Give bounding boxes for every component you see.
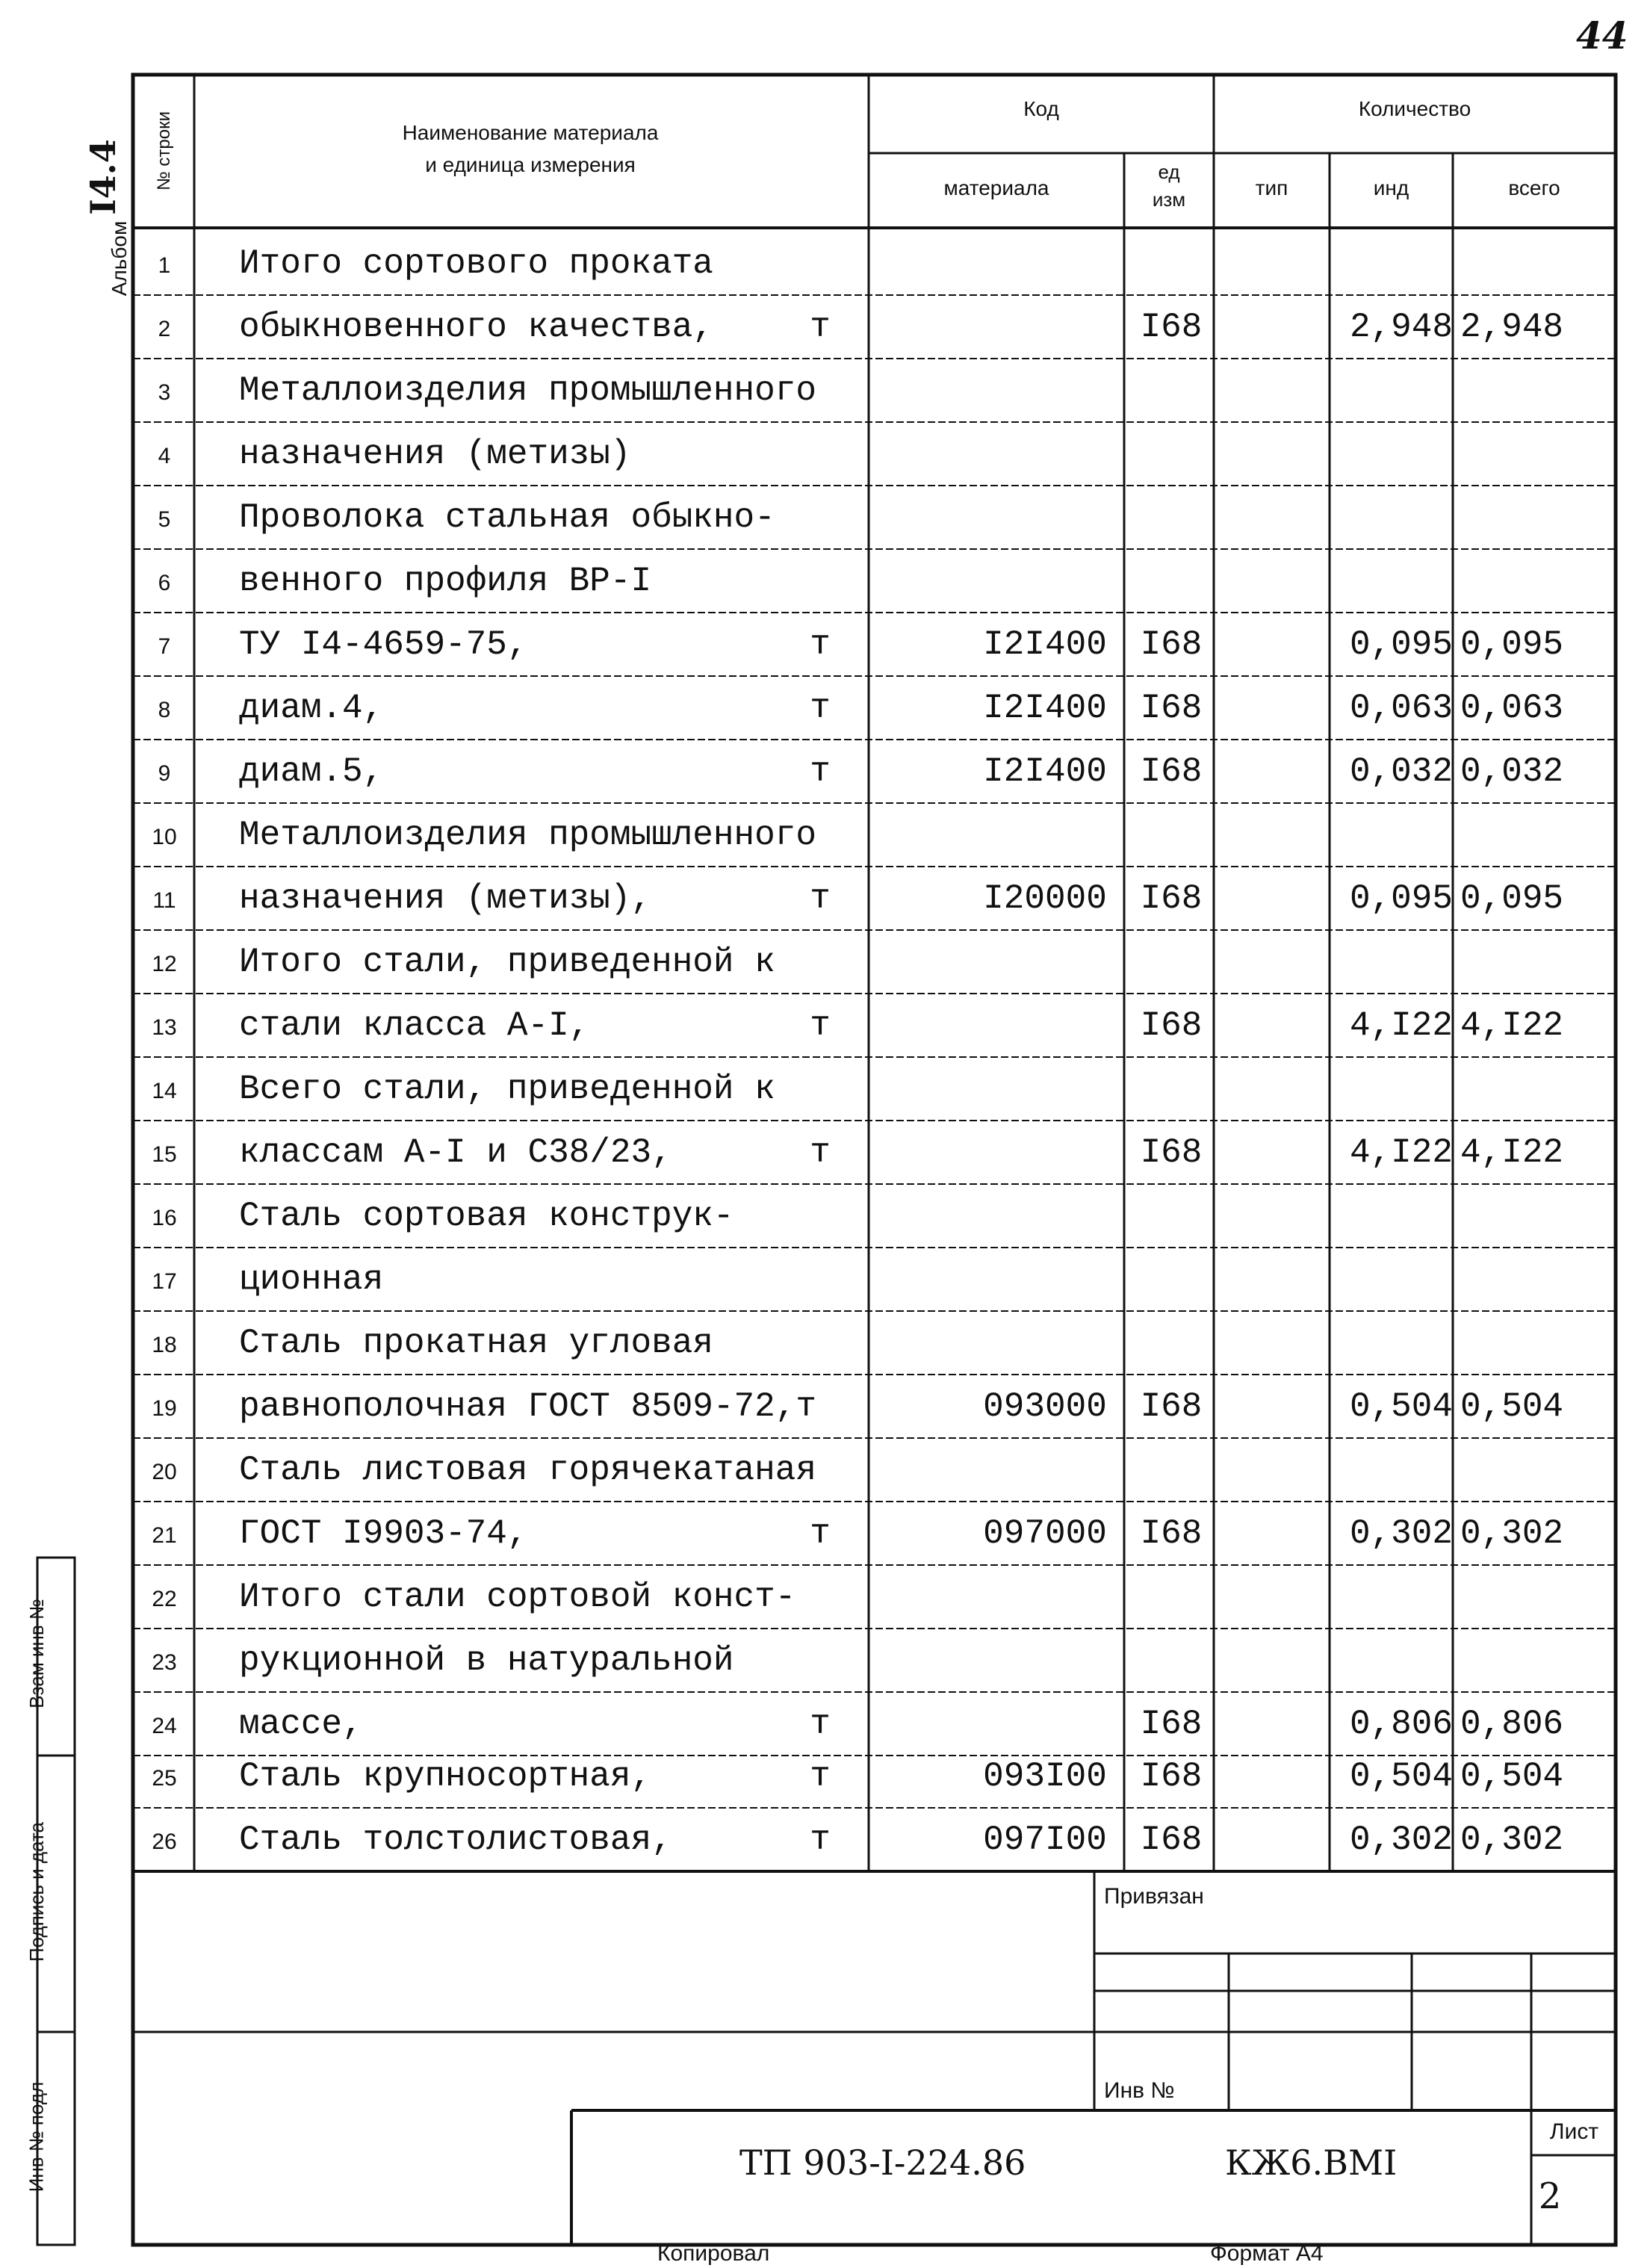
- table-row: [0, 422, 1650, 486]
- format-label: Формат А4: [1210, 2241, 1324, 2266]
- header-tip: тип: [1255, 176, 1288, 199]
- row-qty-ind: 2,948: [1349, 308, 1453, 347]
- row-qty-ind: 0,504: [1349, 1757, 1453, 1796]
- row-number: 12: [152, 952, 177, 976]
- row-name: массе,: [239, 1705, 363, 1744]
- row-number: 5: [158, 507, 171, 532]
- row-unit: т: [810, 752, 831, 791]
- header-vsego: всего: [1508, 176, 1560, 199]
- podpis-data-label: Подпись и дата: [25, 1822, 48, 1962]
- row-number: 20: [152, 1460, 177, 1484]
- list-label: Лист: [1549, 2119, 1599, 2144]
- row-qty-total: 0,302: [1460, 1514, 1564, 1553]
- table-row: [0, 1692, 1650, 1756]
- page-number: 44: [1576, 13, 1628, 58]
- row-number: 3: [158, 380, 171, 405]
- row-unit-code: I68: [1140, 1006, 1203, 1045]
- row-unit-code: I68: [1140, 1757, 1203, 1796]
- row-qty-ind: 0,032: [1349, 752, 1453, 791]
- header-material: материала: [943, 176, 1049, 199]
- row-number: 22: [152, 1587, 177, 1611]
- table-row: [0, 1756, 1650, 1808]
- row-name: назначения (метизы): [239, 435, 631, 474]
- row-unit: т: [810, 879, 831, 918]
- table-row: [0, 1248, 1650, 1311]
- row-name: классам А-I и С38/23,: [239, 1133, 672, 1172]
- row-name: Всего стали, приведенной к: [239, 1070, 775, 1109]
- row-number: 16: [152, 1206, 177, 1230]
- row-qty-total: 0,032: [1460, 752, 1564, 791]
- row-qty-ind: 4,I22: [1349, 1133, 1453, 1172]
- row-number: 23: [152, 1650, 177, 1675]
- table-row: [0, 613, 1650, 676]
- row-name: Итого сортового проката: [239, 244, 713, 283]
- header-ed: ед: [1158, 161, 1180, 183]
- row-name: Сталь крупносортная,: [239, 1757, 652, 1796]
- table-row: [0, 676, 1650, 740]
- row-unit-code: I68: [1140, 752, 1203, 791]
- row-unit-code: I68: [1140, 1133, 1203, 1172]
- table-row: [0, 295, 1650, 359]
- row-unit-code: I68: [1140, 1821, 1203, 1859]
- row-unit: т: [810, 1133, 831, 1172]
- table-row: [0, 1565, 1650, 1629]
- row-name: стали класса А-I,: [239, 1006, 590, 1045]
- table-row: [0, 1502, 1650, 1565]
- row-qty-ind: 0,095: [1349, 625, 1453, 664]
- row-qty-ind: 0,095: [1349, 879, 1453, 918]
- row-qty-total: 0,504: [1460, 1757, 1564, 1796]
- header-name-line2: и единица измерения: [425, 153, 636, 176]
- row-name: венного профиля ВР-I: [239, 562, 652, 601]
- header-name-line1: Наименование материала: [402, 121, 659, 144]
- row-number: 19: [152, 1396, 177, 1421]
- row-qty-ind: 0,302: [1349, 1821, 1453, 1859]
- row-name: диам.4,: [239, 689, 384, 728]
- row-number: 9: [158, 761, 171, 786]
- album-label: Альбом: [108, 220, 131, 297]
- row-name: Сталь сортовая конструк-: [239, 1197, 734, 1236]
- row-name: Проволока стальная обыкно-: [239, 498, 775, 537]
- table-row: [0, 1121, 1650, 1184]
- row-code: 093I00: [983, 1757, 1107, 1796]
- row-qty-total: 4,I22: [1460, 1133, 1564, 1172]
- row-qty-total: 0,095: [1460, 625, 1564, 664]
- table-row: [0, 1629, 1650, 1692]
- inv-podl-label: Инв № подл: [25, 2081, 48, 2193]
- row-qty-ind: 0,806: [1349, 1705, 1453, 1744]
- row-name: Сталь прокатная угловая: [239, 1324, 713, 1363]
- row-qty-ind: 4,I22: [1349, 1006, 1453, 1045]
- row-code: 097000: [983, 1514, 1107, 1553]
- row-code: 097I00: [983, 1821, 1107, 1859]
- row-qty-total: 4,I22: [1460, 1006, 1564, 1045]
- row-unit: т: [810, 1705, 831, 1744]
- table-row: [0, 930, 1650, 994]
- row-code: I2I400: [983, 689, 1107, 728]
- row-code: 093000: [983, 1387, 1107, 1426]
- row-number: 17: [152, 1269, 177, 1294]
- row-name: Сталь листовая горячекатаная: [239, 1451, 816, 1490]
- row-qty-total: 0,504: [1460, 1387, 1564, 1426]
- row-qty-ind: 0,504: [1349, 1387, 1453, 1426]
- row-qty-total: 2,948: [1460, 308, 1564, 347]
- privyazan-label: Привязан: [1104, 1884, 1204, 1909]
- row-qty-total: 0,063: [1460, 689, 1564, 728]
- row-name: Итого стали сортовой конст-: [239, 1578, 796, 1617]
- row-number: 8: [158, 698, 171, 722]
- row-name: Итого стали, приведенной к: [239, 943, 775, 982]
- row-unit-code: I68: [1140, 1514, 1203, 1553]
- table-row: [0, 1184, 1650, 1248]
- row-number: 25: [152, 1766, 177, 1791]
- table-row: [0, 740, 1650, 803]
- row-number: 26: [152, 1829, 177, 1854]
- row-number: 11: [152, 888, 176, 913]
- header-kolichestvo: Количество: [1358, 97, 1471, 120]
- row-unit: т: [810, 1006, 831, 1045]
- row-code: I2I400: [983, 625, 1107, 664]
- table-row: [0, 1438, 1650, 1502]
- row-name: диам.5,: [239, 752, 384, 791]
- row-name: Сталь толстолистовая,: [239, 1821, 672, 1859]
- row-unit: т: [810, 689, 831, 728]
- row-number: 24: [152, 1714, 177, 1738]
- row-number: 13: [152, 1015, 177, 1040]
- row-unit: т: [810, 308, 831, 347]
- vzam-inv-label: Взам инв №: [25, 1599, 48, 1708]
- row-unit-code: I68: [1140, 625, 1203, 664]
- row-name: Металлоизделия промышленного: [239, 816, 816, 855]
- row-number: 15: [152, 1142, 177, 1167]
- kopiroval-label: Копировал: [657, 2241, 770, 2266]
- row-qty-total: 0,806: [1460, 1705, 1564, 1744]
- row-code: I2I400: [983, 752, 1107, 791]
- list-number: 2: [1538, 2175, 1562, 2217]
- row-unit: т: [810, 625, 831, 664]
- table-row: [0, 359, 1650, 422]
- row-number: 2: [158, 317, 171, 341]
- row-unit: т: [810, 1514, 831, 1553]
- row-number: 6: [158, 571, 171, 595]
- row-name: Металлоизделия промышленного: [239, 371, 816, 410]
- row-qty-ind: 0,063: [1349, 689, 1453, 728]
- doc-mark: КЖ6.ВМI: [1225, 2142, 1398, 2183]
- table-row: [0, 994, 1650, 1057]
- inv-no-label: Инв №: [1104, 2078, 1175, 2103]
- row-unit-code: I68: [1140, 308, 1203, 347]
- album-number: I4.4: [83, 139, 123, 215]
- header-kod: Код: [1023, 97, 1059, 120]
- row-name: рукционной в натуральной: [239, 1641, 734, 1680]
- row-number: 21: [152, 1523, 177, 1548]
- row-unit: т: [810, 1821, 831, 1859]
- header-izm: изм: [1152, 188, 1186, 211]
- row-number: 7: [158, 634, 171, 659]
- row-number: 14: [152, 1079, 177, 1103]
- row-number: 10: [152, 825, 177, 849]
- row-qty-total: 0,095: [1460, 879, 1564, 918]
- table-row: [0, 1375, 1650, 1438]
- table-row: [0, 1311, 1650, 1375]
- row-number: 1: [158, 253, 171, 278]
- doc-code: ТП 903-I-224.86: [739, 2142, 1026, 2183]
- table-row: [0, 867, 1650, 930]
- row-number: 18: [152, 1333, 177, 1357]
- row-name: равнополочная ГОСТ 8509-72,т: [239, 1387, 816, 1426]
- row-qty-total: 0,302: [1460, 1821, 1564, 1859]
- table-row: [0, 1808, 1650, 1871]
- table-row: [0, 228, 1650, 295]
- row-name: ГОСТ I9903-74,: [239, 1514, 528, 1553]
- table-row: [0, 549, 1650, 613]
- table-row: [0, 486, 1650, 549]
- header-row-no: № строки: [154, 111, 174, 191]
- row-number: 4: [158, 444, 171, 468]
- row-name: обыкновенного качества,: [239, 308, 713, 347]
- row-unit-code: I68: [1140, 1705, 1203, 1744]
- table-row: [0, 803, 1650, 867]
- row-name: ТУ I4-4659-75,: [239, 625, 528, 664]
- row-unit-code: I68: [1140, 689, 1203, 728]
- row-unit-code: I68: [1140, 1387, 1203, 1426]
- row-name: назначения (метизы),: [239, 879, 652, 918]
- header-ind: инд: [1373, 176, 1409, 199]
- row-qty-ind: 0,302: [1349, 1514, 1453, 1553]
- row-unit: т: [810, 1757, 831, 1796]
- row-code: I20000: [983, 879, 1107, 918]
- row-name: ционная: [239, 1260, 384, 1299]
- row-unit-code: I68: [1140, 879, 1203, 918]
- table-row: [0, 1057, 1650, 1121]
